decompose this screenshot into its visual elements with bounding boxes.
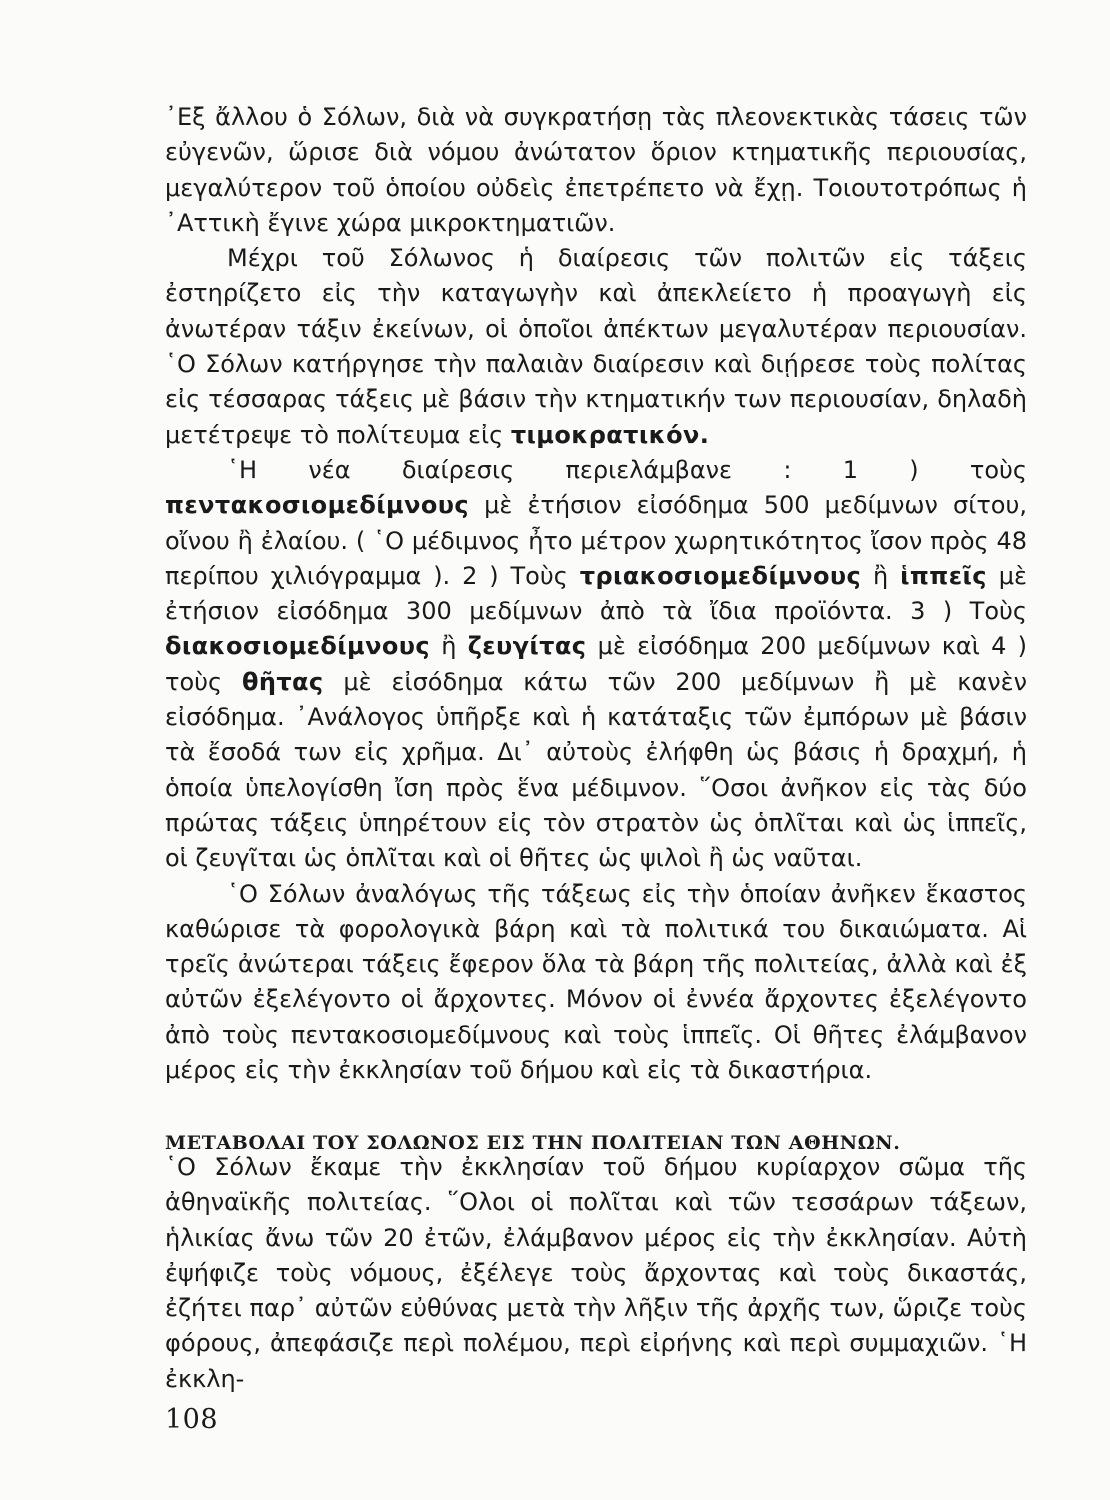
- section-text-block: [165, 1150, 1027, 1397]
- term-thetes: θῆτας: [241, 667, 324, 696]
- term-triakosiomedimnoi: τριακοσιομεδίμνους: [579, 561, 862, 590]
- section-paragraph: ῾Ο Σόλων ἔκαμε τὴν ἐκκλησίαν τοῦ δήμου κυρίαρχον σῶμα τῆς ἀθηναϊκῆς πολιτείας. ῞Ολοι οἱ πολῖται καὶ τῶν τεσσάρων τάξεων, ἡλικίας ἄνω τῶν 20 ἐτῶν, ἐλάμβανον μέρος εἰς τὴν ἐκκλησίαν. Αὐτὴ ἐψήφιζε τοὺς νόμους, ἐξέλεγε τοὺς ἄρχοντας καὶ τοὺς δικαστάς, ἐζήτει παρ᾿ αὐτῶν εὐθύνας μετὰ τὴν λῆξιν τῆς ἀρχῆς των, ὥριζε τοὺς φόρους, ἀπεφάσιζε περὶ πολέμου, περὶ εἰρήνης καὶ περὶ συμμαχιῶν. ῾Η ἐκκλη-: [165, 1153, 1027, 1393]
- section-heading: ΜΕΤΑΒΟΛΑΙ ΤΟΥ ΣΟΛΩΝΟΣ ΕΙΣ ΤΗΝ ΠΟΛΙΤΕΙΑΝ ΤΩΝ ΑΘΗΝΩΝ.: [165, 1132, 901, 1154]
- term-timocratic: τιμοκρατικόν.: [510, 420, 710, 449]
- term-diakosiomedimnoi: διακοσιομεδίμνους: [165, 632, 430, 661]
- term-hippeis: ἱππεῖς: [900, 561, 987, 590]
- paragraph-3-segment: μὲ εἰσόδημα 200 μεδίμνων καὶ 4 ) τοὺς: [165, 632, 1027, 696]
- paragraph-3-segment: μὲ εἰσόδημα κάτω τῶν 200 μεδίμνων ἢ μὲ κανὲν εἰσόδημα. ᾿Ανάλογος ὑπῆρξε καὶ ἡ κατάταξις τῶν ἐμπόρων μὲ βάσιν τὰ ἔσοδά των εἰς χρῆμα. Δι᾿ αὐτοὺς ἐλήφθη ὡς βάσις ἡ δραχμή, ἡ ὁποία ὑπελογίσθη ἴση πρὸς ἕνα μέδιμνον. ῞Οσοι ἀνῆκον εἰς τὰς δύο πρώτας τάξεις ὑπηρέτουν εἰς τὸν στρατὸν ὡς ὁπλῖται καὶ ὡς ἱππεῖς, οἱ ζευγῖται ὡς ὁπλῖται καὶ οἱ θῆτες ὡς ψιλοὶ ἢ ὡς ναῦται.: [165, 667, 1027, 873]
- paragraph-3-segment: ἢ: [441, 632, 457, 661]
- paragraph-3-segment: μὲ ἐτήσιον εἰσόδημα 500 μεδίμνων σίτου, οἴνου ἢ ἐλαίου. ( ῾Ο μέδιμνος ἦτο μέτρον χωρητικότητος ἴσον πρὸς 48 περίπου χιλιόγραμμα ). 2 ) Τοὺς: [165, 491, 1027, 590]
- paragraph-4: ῾Ο Σόλων ἀναλόγως τῆς τάξεως εἰς τὴν ὁποίαν ἀνῆκεν ἕκαστος καθώρισε τὰ φορολογικὰ βάρη καὶ τὰ πολιτικά του δικαιώματα. Αἱ τρεῖς ἀνώτεραι τάξεις ἔφερον ὅλα τὰ βάρη τῆς πολιτείας, ἀλλὰ καὶ ἐξ αὐτῶν ἐξελέγοντο οἱ ἄρχοντες. Μόνον οἱ ἐννέα ἄρχοντες ἐξελέγοντο ἀπὸ τοὺς πεντακοσιομεδίμνους καὶ τοὺς ἱππεῖς. Οἱ θῆτες ἐλάμβανον μέρος εἰς τὴν ἐκκλησίαν τοῦ δήμου καὶ εἰς τὰ δικαστήρια.: [165, 879, 1027, 1085]
- paragraph-2-text: Μέχρι τοῦ Σόλωνος ἡ διαίρεσις τῶν πολιτῶν εἰς τάξεις ἐστηρίζετο εἰς τὴν καταγωγὴν καὶ ἀπεκλείετο ἡ προαγωγὴ εἰς ἀνωτέραν τάξιν ἐκείνων, οἱ ὁποῖοι ἀπέκτων μεγαλυτέραν περιουσίαν. ῾Ο Σόλων κατήργησε τὴν παλαιὰν διαίρεσιν καὶ διῄρεσε τοὺς πολίτας εἰς τέσσαρας τάξεις μὲ βάσιν τὴν κτηματικήν των περιουσίαν, δηλαδὴ μετέτρεψε τὸ πολίτευμα εἰς: [165, 244, 1027, 449]
- paragraph-3-segment: ἢ: [873, 561, 889, 590]
- main-text: [165, 100, 1027, 1088]
- term-pentakosiomedimnoi: πεντακοσιομεδίμνους: [165, 491, 469, 520]
- term-zeugitai: ζευγίτας: [467, 632, 587, 661]
- paragraph-2: [165, 241, 1027, 453]
- paragraph-3-segment: ῾Η νέα διαίρεσις περιελάμβανε : 1 ) τοὺς: [227, 455, 1027, 484]
- paragraph-3-segment: μὲ ἐτήσιον εἰσόδημα 300 μεδίμνων ἀπὸ τὰ ἴδια προϊόντα. 3 ) Τοὺς: [165, 561, 1027, 626]
- paragraph-1: ᾿Εξ ἄλλου ὁ Σόλων, διὰ νὰ συγκρατήσῃ τὰς πλεονεκτικὰς τάσεις τῶν εὐγενῶν, ὥρισε διὰ νόμου ἀνώτατον ὅριον κτηματικῆς περιουσίας, μεγαλύτερον τοῦ ὁποίου οὐδεὶς ἐπετρέπετο νὰ ἔχῃ. Τοιουτοτρόπως ἡ ᾿Αττικὴ ἔγινε χώρα μικροκτηματιῶν.: [165, 103, 1027, 237]
- page-number: 108: [165, 1404, 219, 1435]
- paragraph-3: [165, 453, 1027, 877]
